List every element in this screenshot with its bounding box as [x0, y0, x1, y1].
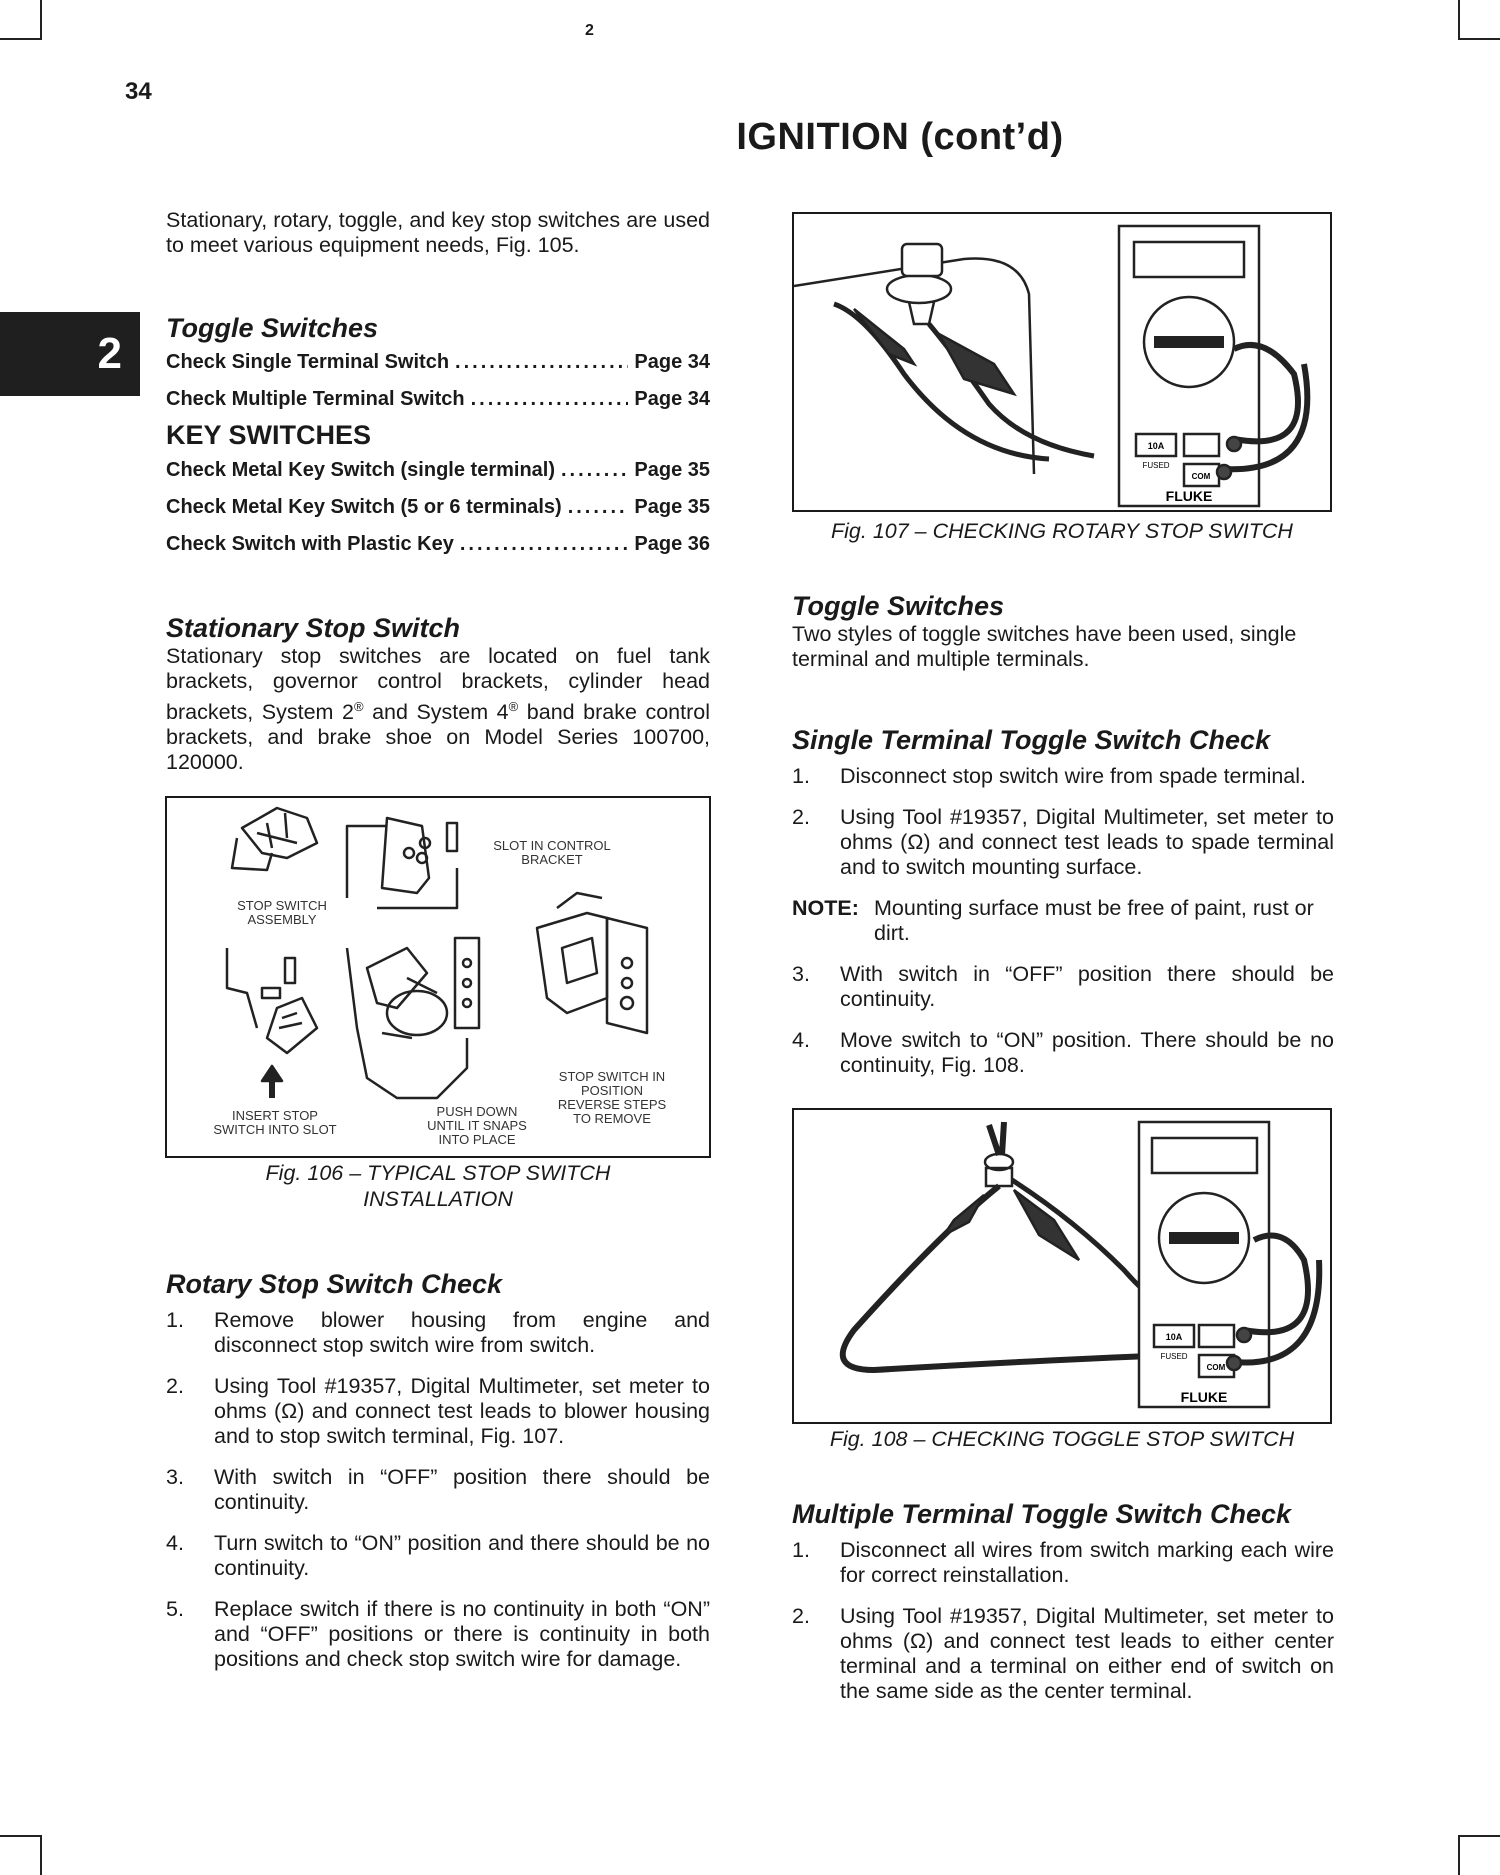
label-slot: SLOT IN CONTROL	[493, 838, 611, 853]
label-slot: BRACKET	[521, 852, 583, 867]
label-assembly: ASSEMBLY	[247, 912, 317, 927]
label-reverse: TO REMOVE	[573, 1111, 651, 1126]
label-insert: INSERT STOP	[232, 1108, 318, 1123]
rotary-heading: Rotary Stop Switch Check	[166, 1269, 503, 1299]
meter-com: COM	[1206, 1363, 1226, 1372]
intro-paragraph	[166, 208, 710, 258]
stationary-heading: Stationary Stop Switch	[166, 613, 461, 643]
meter-amps: 10A	[1165, 1332, 1183, 1342]
single-terminal-section	[792, 724, 1334, 1094]
toc-subheading: KEY SWITCHES	[166, 420, 372, 450]
toggle-section	[792, 590, 1334, 672]
meter-fused: FUSED	[1142, 461, 1170, 470]
crop-mark	[1460, 38, 1500, 40]
figure-106	[165, 796, 711, 1158]
toc-item[interactable]	[166, 452, 710, 489]
toc-page: Page 35	[634, 459, 710, 481]
toc-page: Page 36	[634, 533, 710, 555]
crop-mark	[0, 38, 40, 40]
figure-108-caption: Fig. 108 – CHECKING TOGGLE STOP SWITCH	[829, 1427, 1295, 1451]
figure-107-caption: Fig. 107 – CHECKING ROTARY STOP SWITCH	[831, 519, 1293, 543]
label-position: POSITION	[580, 1083, 644, 1098]
label-push: UNTIL IT SNAPS	[427, 1118, 527, 1133]
step: 3. With switch in “OFF” position there should be continuity.	[166, 1465, 710, 1514]
rotary-section	[166, 1268, 710, 1688]
note: NOTE: Mounting surface must be free of paint, rust or dirt.	[792, 896, 1314, 945]
crop-mark	[40, 1835, 42, 1875]
label-reverse: REVERSE STEPS	[557, 1097, 667, 1112]
step: 1. Disconnect all wires from switch marking each wire for correct reinstallation.	[792, 1538, 1334, 1587]
toggle-text: Two styles of toggle switches have been used, single terminal and multiple terminals.	[792, 622, 1297, 671]
toc-page: Page 35	[634, 496, 710, 518]
single-heading: Single Terminal Toggle Switch Check	[792, 725, 1271, 755]
page-title: IGNITION (cont’d)	[736, 116, 1064, 158]
step: 2. Using Tool #19357, Digital Multimeter, set meter to ohms (Ω) and connect test leads to spade terminal and to switch mounting surface.	[792, 805, 1334, 879]
toc-item[interactable]	[166, 526, 710, 563]
step: 1. Disconnect stop switch wire from spade terminal.	[792, 764, 1307, 788]
step: 5. Replace switch if there is no continuity in both “ON” and “OFF” positions or there is continuity in both positions and check stop switch wire for damage.	[166, 1597, 710, 1671]
section-tab: 2	[0, 312, 140, 396]
stationary-section	[166, 612, 710, 775]
meter-fused: FUSED	[1160, 1352, 1188, 1361]
toc-heading: Toggle Switches	[166, 313, 379, 343]
label-assembly: STOP SWITCH	[237, 898, 327, 913]
toc-page: Page 34	[634, 388, 710, 410]
toc-item[interactable]	[166, 344, 710, 381]
toc-item[interactable]	[166, 381, 710, 418]
toc-label: Check Metal Key Switch (single terminal)	[166, 459, 555, 481]
intro-text: Stationary, rotary, toggle, and key stop switches are used to meet various equipment needs, Fig. 105.	[166, 208, 710, 257]
toc-label: Check Switch with Plastic Key	[166, 533, 454, 555]
label-push: INTO PLACE	[438, 1132, 516, 1147]
multiple-heading: Multiple Terminal Toggle Switch Check	[792, 1499, 1292, 1529]
toc-item[interactable]	[166, 489, 710, 526]
rotary-switch-multimeter-illustration	[794, 214, 1329, 509]
figure-106-caption: Fig. 106 – TYPICAL STOP SWITCH INSTALLATION	[265, 1161, 611, 1211]
label-insert: SWITCH INTO SLOT	[213, 1122, 337, 1137]
crop-mark	[1458, 1835, 1460, 1875]
meter-brand: FLUKE	[1165, 488, 1213, 504]
toggle-heading: Toggle Switches	[792, 591, 1005, 621]
figure-107	[792, 212, 1332, 512]
page-number: 34	[125, 78, 152, 105]
multiple-terminal-section	[792, 1498, 1334, 1720]
crop-mark	[40, 0, 42, 40]
toc-label: Check Multiple Terminal Switch	[166, 388, 465, 410]
stop-switch-illustration	[167, 798, 708, 1155]
top-number: 2	[585, 22, 594, 39]
figure-108	[792, 1108, 1332, 1424]
step: 4. Move switch to “ON” position. There should be no continuity, Fig. 108.	[792, 1028, 1334, 1077]
toc-label: Check Single Terminal Switch	[166, 351, 450, 373]
step: 3. With switch in “OFF” position there should be continuity.	[792, 962, 1334, 1011]
toc	[166, 312, 710, 563]
label-position: STOP SWITCH IN	[558, 1069, 666, 1084]
step: 4. Turn switch to “ON” position and there should be no continuity.	[166, 1531, 710, 1580]
crop-mark	[1460, 1835, 1500, 1837]
label-push: PUSH DOWN	[436, 1104, 518, 1119]
toc-page: Page 34	[634, 351, 710, 373]
meter-brand: FLUKE	[1180, 1389, 1228, 1405]
meter-com: COM	[1191, 472, 1211, 481]
meter-amps: 10A	[1147, 441, 1165, 451]
stationary-text: Stationary stop switches are located on fuel tank brackets, governor control brackets, cylinder head brackets, System 2® and System 4® band brake control brackets, and brake shoe on Model Series 100700, 120000.	[166, 644, 710, 775]
crop-mark	[0, 1835, 40, 1837]
toggle-switch-multimeter-illustration	[794, 1110, 1329, 1421]
toc-label: Check Metal Key Switch (5 or 6 terminals)	[166, 496, 562, 518]
step: 2. Using Tool #19357, Digital Multimeter, set meter to ohms (Ω) and connect test leads to blower housing and to stop switch terminal, Fig. 107.	[166, 1374, 710, 1448]
crop-mark	[1458, 0, 1460, 40]
step: 2. Using Tool #19357, Digital Multimeter, set meter to ohms (Ω) and connect test leads to either center terminal and a terminal on either end of switch on the same side as the center terminal.	[792, 1604, 1334, 1703]
step: 1. Remove blower housing from engine and disconnect stop switch wire from switch.	[166, 1308, 710, 1357]
